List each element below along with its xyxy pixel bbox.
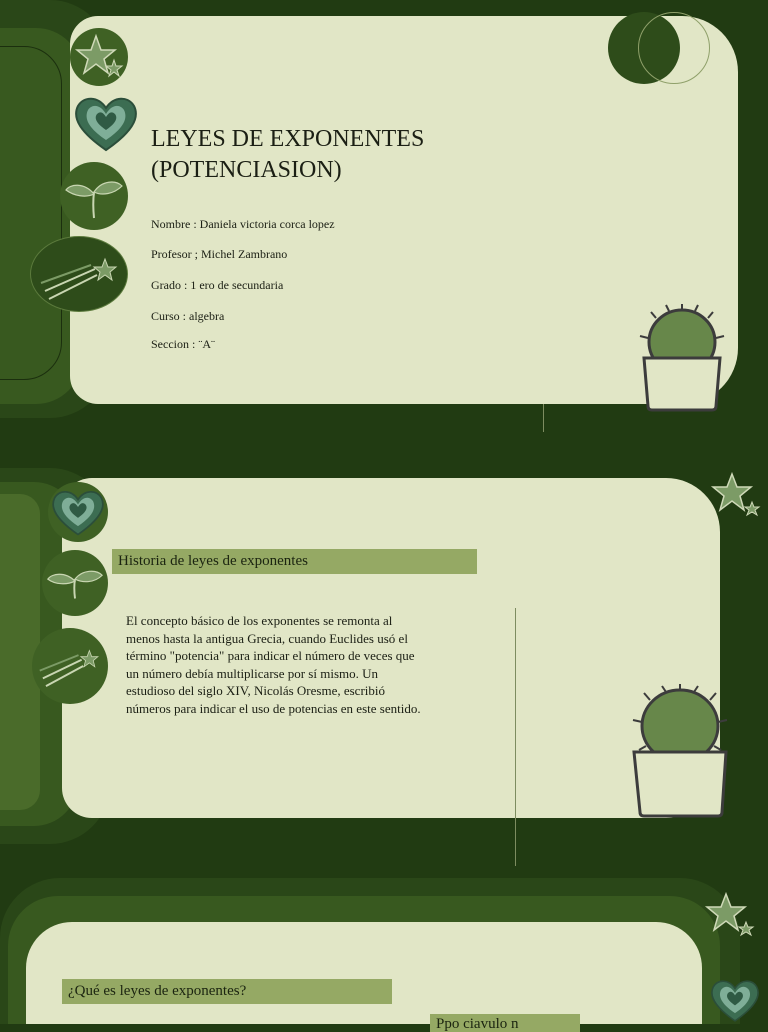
info-curso: Curso : algebra xyxy=(151,309,225,323)
divider-line xyxy=(543,404,544,432)
circle-outline-decoration xyxy=(638,12,710,84)
shooting-star-icon xyxy=(32,628,108,704)
cactus-icon xyxy=(636,302,728,414)
divider-line xyxy=(515,608,516,866)
heart-icon xyxy=(70,92,142,154)
bubble-shooting-star xyxy=(30,236,128,312)
sprout-icon xyxy=(42,550,108,616)
cactus-icon xyxy=(628,684,732,822)
sprout-icon xyxy=(60,162,128,230)
bubble-heart-2 xyxy=(48,482,108,542)
heart-icon xyxy=(48,482,108,542)
paragraph-line: estudioso del siglo XIV, Nicolás Oresme, escribió xyxy=(126,683,385,699)
slide-1-left-outline xyxy=(0,46,62,380)
history-paragraph xyxy=(126,612,486,718)
bubble-sprout xyxy=(60,162,128,230)
info-nombre: Nombre : Daniela victoria corca lopez xyxy=(151,217,335,231)
star-icon xyxy=(706,470,764,520)
info-seccion: Seccion : ¨A¨ xyxy=(151,337,215,351)
paragraph-line: menos hasta la antigua Grecia, cuando Euclides usó el xyxy=(126,630,408,646)
history-heading: Historia de leyes de exponentes xyxy=(112,549,477,574)
bubble-star xyxy=(70,28,128,86)
paragraph-line: El concepto básico de los exponentes se remonta al xyxy=(126,613,393,628)
slide-2 xyxy=(0,458,768,878)
heart-icon xyxy=(706,976,764,1024)
page-title xyxy=(151,124,551,186)
shooting-star-icon xyxy=(31,237,129,313)
paragraph-line: un número debía multiplicarse por sí mismo. Un xyxy=(126,665,379,681)
title-line-1: LEYES DE EXPONENTES xyxy=(151,126,425,152)
bubble-heart xyxy=(70,92,142,154)
info-profesor: Profesor ; Michel Zambrano xyxy=(151,247,288,261)
bubble-sprout-2 xyxy=(42,550,108,616)
paragraph-line: término "potencia" para indicar el número de veces que xyxy=(126,648,415,664)
bubble-shooting-star-2 xyxy=(32,628,108,704)
star-icon xyxy=(70,28,128,86)
slide-3-card xyxy=(26,922,702,1024)
info-grado: Grado : 1 ero de secundaria xyxy=(151,278,284,292)
title-line-2: (POTENCIASION) xyxy=(151,157,342,183)
slide-3 xyxy=(0,878,768,1032)
star-icon xyxy=(700,890,758,940)
definition-heading: ¿Qué es leyes de exponentes? xyxy=(62,979,392,1004)
side-heading-partial: Ppo ciavulo n xyxy=(430,1014,580,1032)
paragraph-line: números para indicar el uso de potencias en este sentido. xyxy=(126,700,421,716)
slide-1 xyxy=(0,0,768,440)
